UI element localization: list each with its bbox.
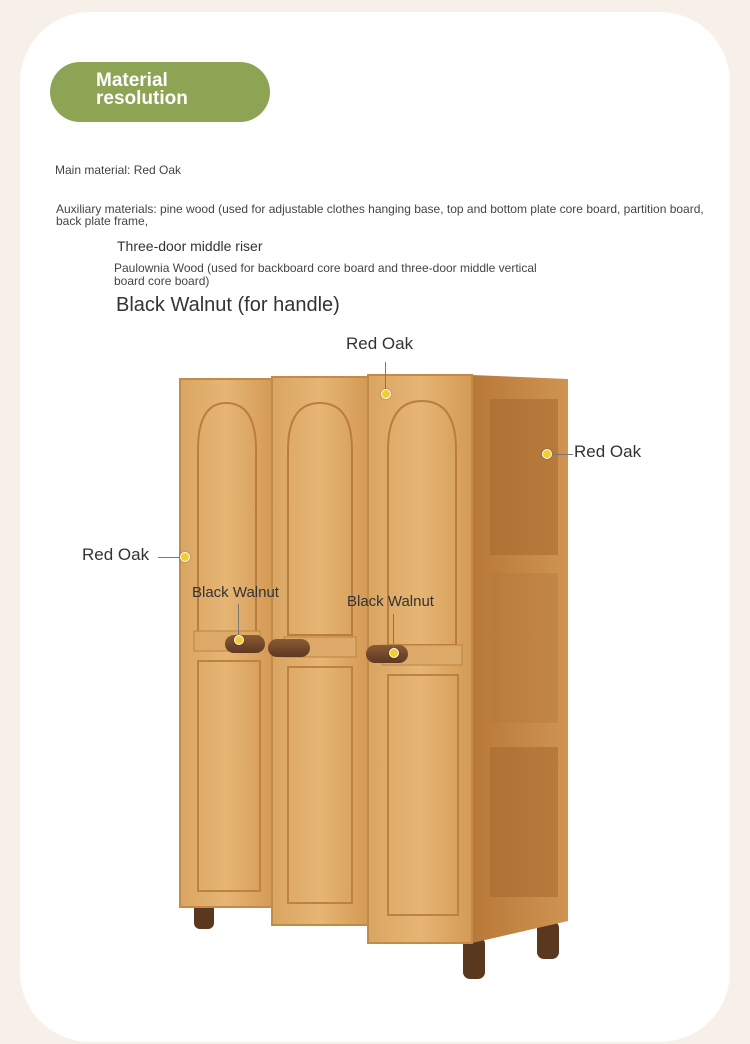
badge-line-1: Material: [96, 70, 168, 91]
callout-right-marker: [542, 449, 552, 459]
handle-left: [225, 635, 265, 653]
callout-left-red-oak: Red Oak: [82, 545, 150, 564]
callout-right-leader: [553, 454, 573, 455]
callout-right-red-oak: Red Oak: [574, 442, 642, 461]
callout-top-leader: [385, 362, 386, 390]
callout-handle-left-leader: [238, 604, 239, 636]
main-material-text: Main material: Red Oak: [55, 163, 182, 177]
handle-right: [366, 645, 408, 663]
callout-handle-right-leader: [393, 614, 394, 650]
badge-line-2: resolution: [96, 88, 188, 109]
auxiliary-material-line-2: back plate frame,: [56, 214, 149, 228]
paulownia-line-2: board core board): [114, 274, 210, 288]
callout-handle-right-marker: [389, 648, 399, 658]
callout-top-red-oak: Red Oak: [346, 334, 414, 353]
callout-handle-left-marker: [234, 635, 244, 645]
wardrobe-illustration: [170, 365, 580, 985]
paulownia-line-1: Paulownia Wood (used for backboard core board and three-door middle vertical: [114, 261, 537, 275]
callout-left-marker: [180, 552, 190, 562]
riser-text: Three-door middle riser: [117, 238, 263, 254]
callout-handle-left: Black Walnut: [192, 584, 279, 601]
callout-top-marker: [381, 389, 391, 399]
material-resolution-badge: [50, 62, 270, 122]
walnut-text: Black Walnut (for handle): [116, 294, 340, 316]
callout-handle-right: Black Walnut: [347, 593, 434, 610]
handle-middle: [268, 639, 310, 657]
auxiliary-material-line-1: Auxiliary materials: pine wood (used for adjustable clothes hanging base, top and bottom plate core board, partition board,: [56, 202, 704, 216]
callout-left-leader: [158, 557, 182, 558]
